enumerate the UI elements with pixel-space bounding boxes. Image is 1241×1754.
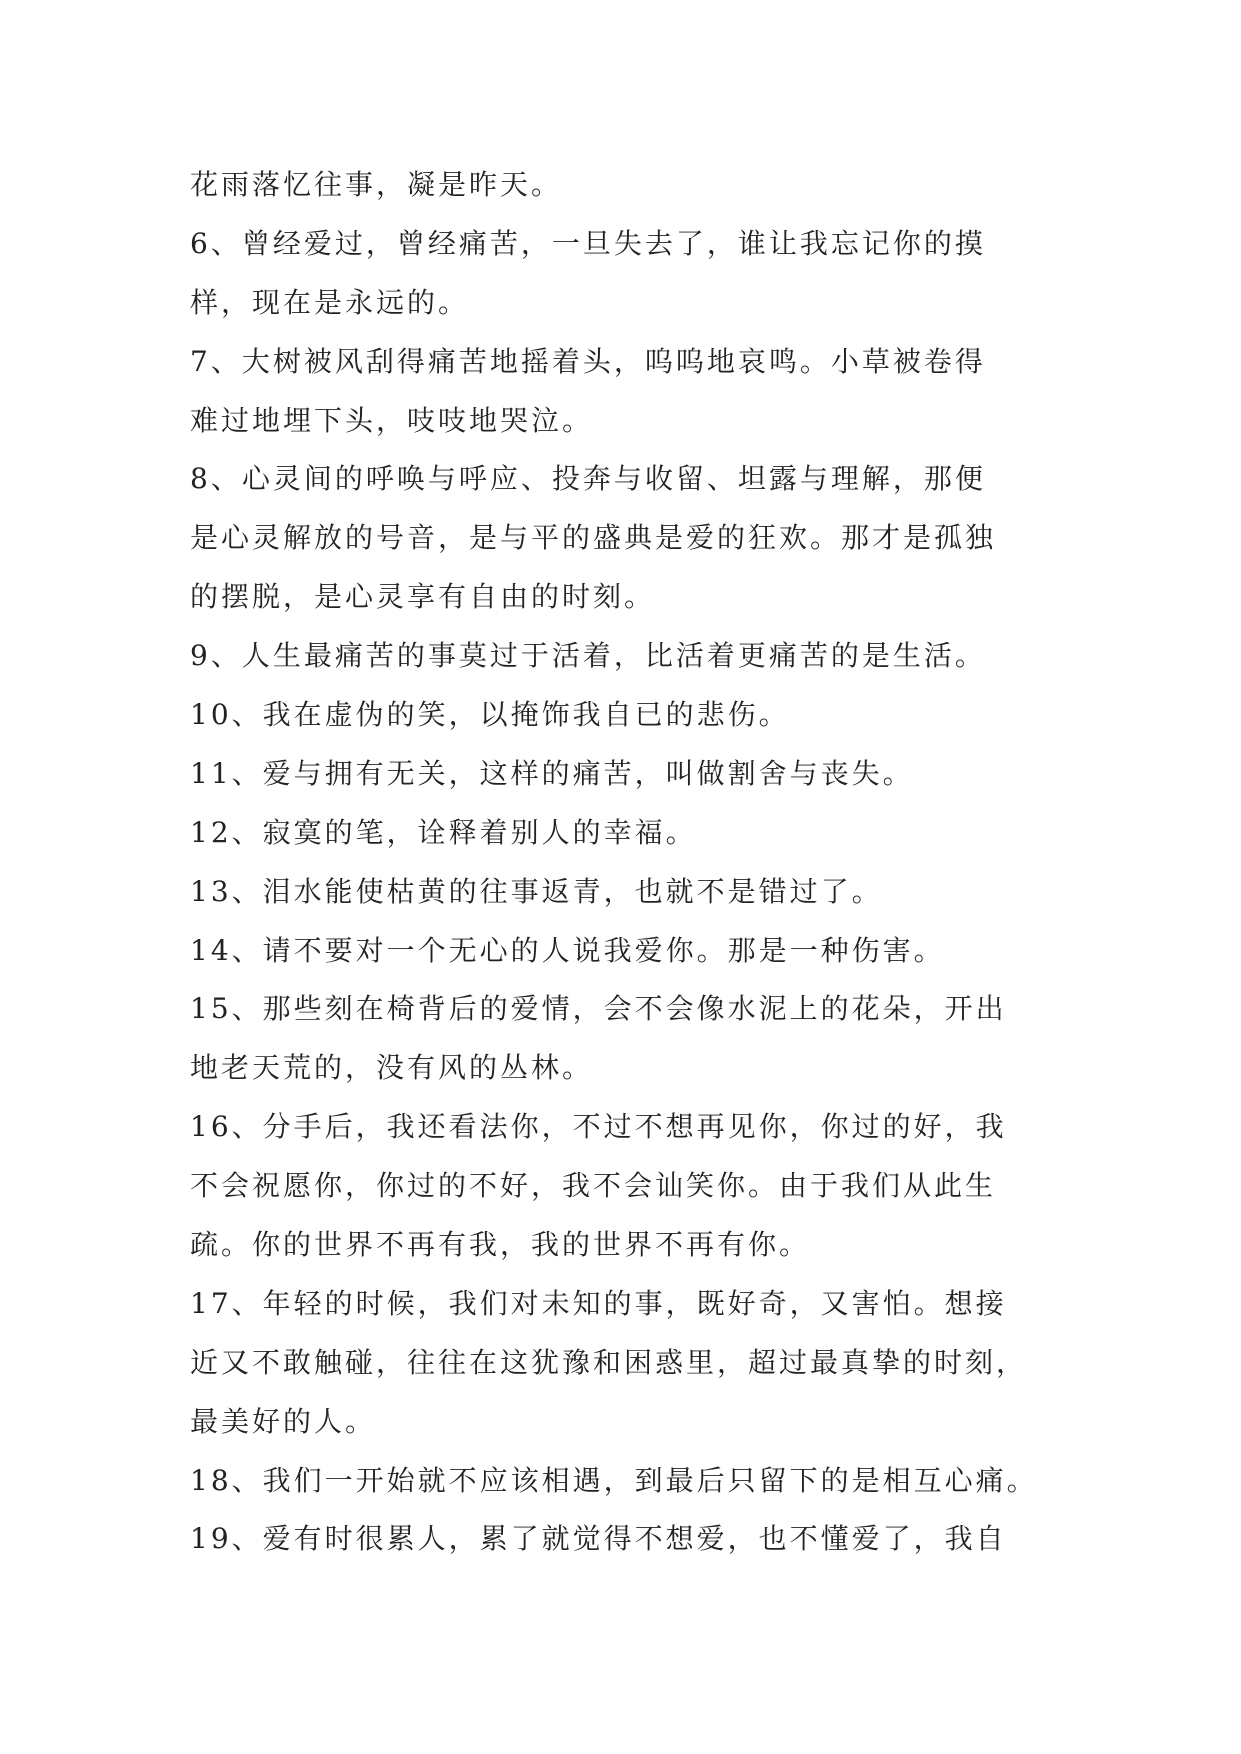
text-line: 13、泪水能使枯黄的往事返青，也就不是错过了。 <box>190 874 883 908</box>
text-line: 17、年轻的时候，我们对未知的事，既好奇，又害怕。想接 <box>190 1286 1007 1320</box>
text-line: 15、那些刻在椅背后的爱情，会不会像水泥上的花朵，开出 <box>190 992 1007 1026</box>
text-line: 7、大树被风刮得痛苦地摇着头，呜呜地哀鸣。小草被卷得 <box>190 344 986 378</box>
text-line: 花雨落忆往事，凝是昨天。 <box>190 168 563 201</box>
text-line: 12、寂寞的笔，诠释着别人的幸福。 <box>190 815 697 849</box>
text-line: 疏。你的世界不再有我，我的世界不再有你。 <box>190 1228 811 1262</box>
text-line: 19、爱有时很累人，累了就觉得不想爱，也不懂爱了，我自 <box>190 1522 1007 1556</box>
text-line: 16、分手后，我还看法你，不过不想再见你，你过的好，我 <box>190 1110 1007 1144</box>
text-line: 近又不敢触碰，往往在这犹豫和困惑里，超过最真挚的时刻， <box>190 1345 1028 1379</box>
text-line: 14、请不要对一个无心的人说我爱你。那是一种伤害。 <box>190 933 945 967</box>
text-line: 8、心灵间的呼唤与呼应、投奔与收留、坦露与理解，那便 <box>190 462 986 496</box>
text-line: 地老天荒的，没有风的丛林。 <box>190 1051 594 1085</box>
text-line: 10、我在虚伪的笑，以掩饰我自已的悲伤。 <box>190 698 790 732</box>
text-line: 是心灵解放的号音，是与平的盛典是爱的狂欢。那才是孤独 <box>190 521 997 555</box>
text-line: 6、曾经爱过，曾经痛苦，一旦失去了，谁让我忘记你的摸 <box>190 226 986 260</box>
text-line: 的摆脱，是心灵享有自由的时刻。 <box>190 580 656 614</box>
text-line: 11、爱与拥有无关，这样的痛苦，叫做割舍与丧失。 <box>190 756 914 790</box>
text-line: 难过地埋下头，吱吱地哭泣。 <box>190 403 594 437</box>
document-body <box>190 156 1060 1569</box>
text-line: 最美好的人。 <box>190 1404 377 1438</box>
text-line: 18、我们一开始就不应该相遇，到最后只留下的是相互心痛。 <box>190 1463 1038 1497</box>
text-line: 9、人生最痛苦的事莫过于活着，比活着更痛苦的是生活。 <box>190 639 986 673</box>
text-line: 不会祝愿你，你过的不好，我不会讪笑你。由于我们从此生 <box>190 1169 997 1203</box>
text-line: 样，现在是永远的。 <box>190 285 470 319</box>
